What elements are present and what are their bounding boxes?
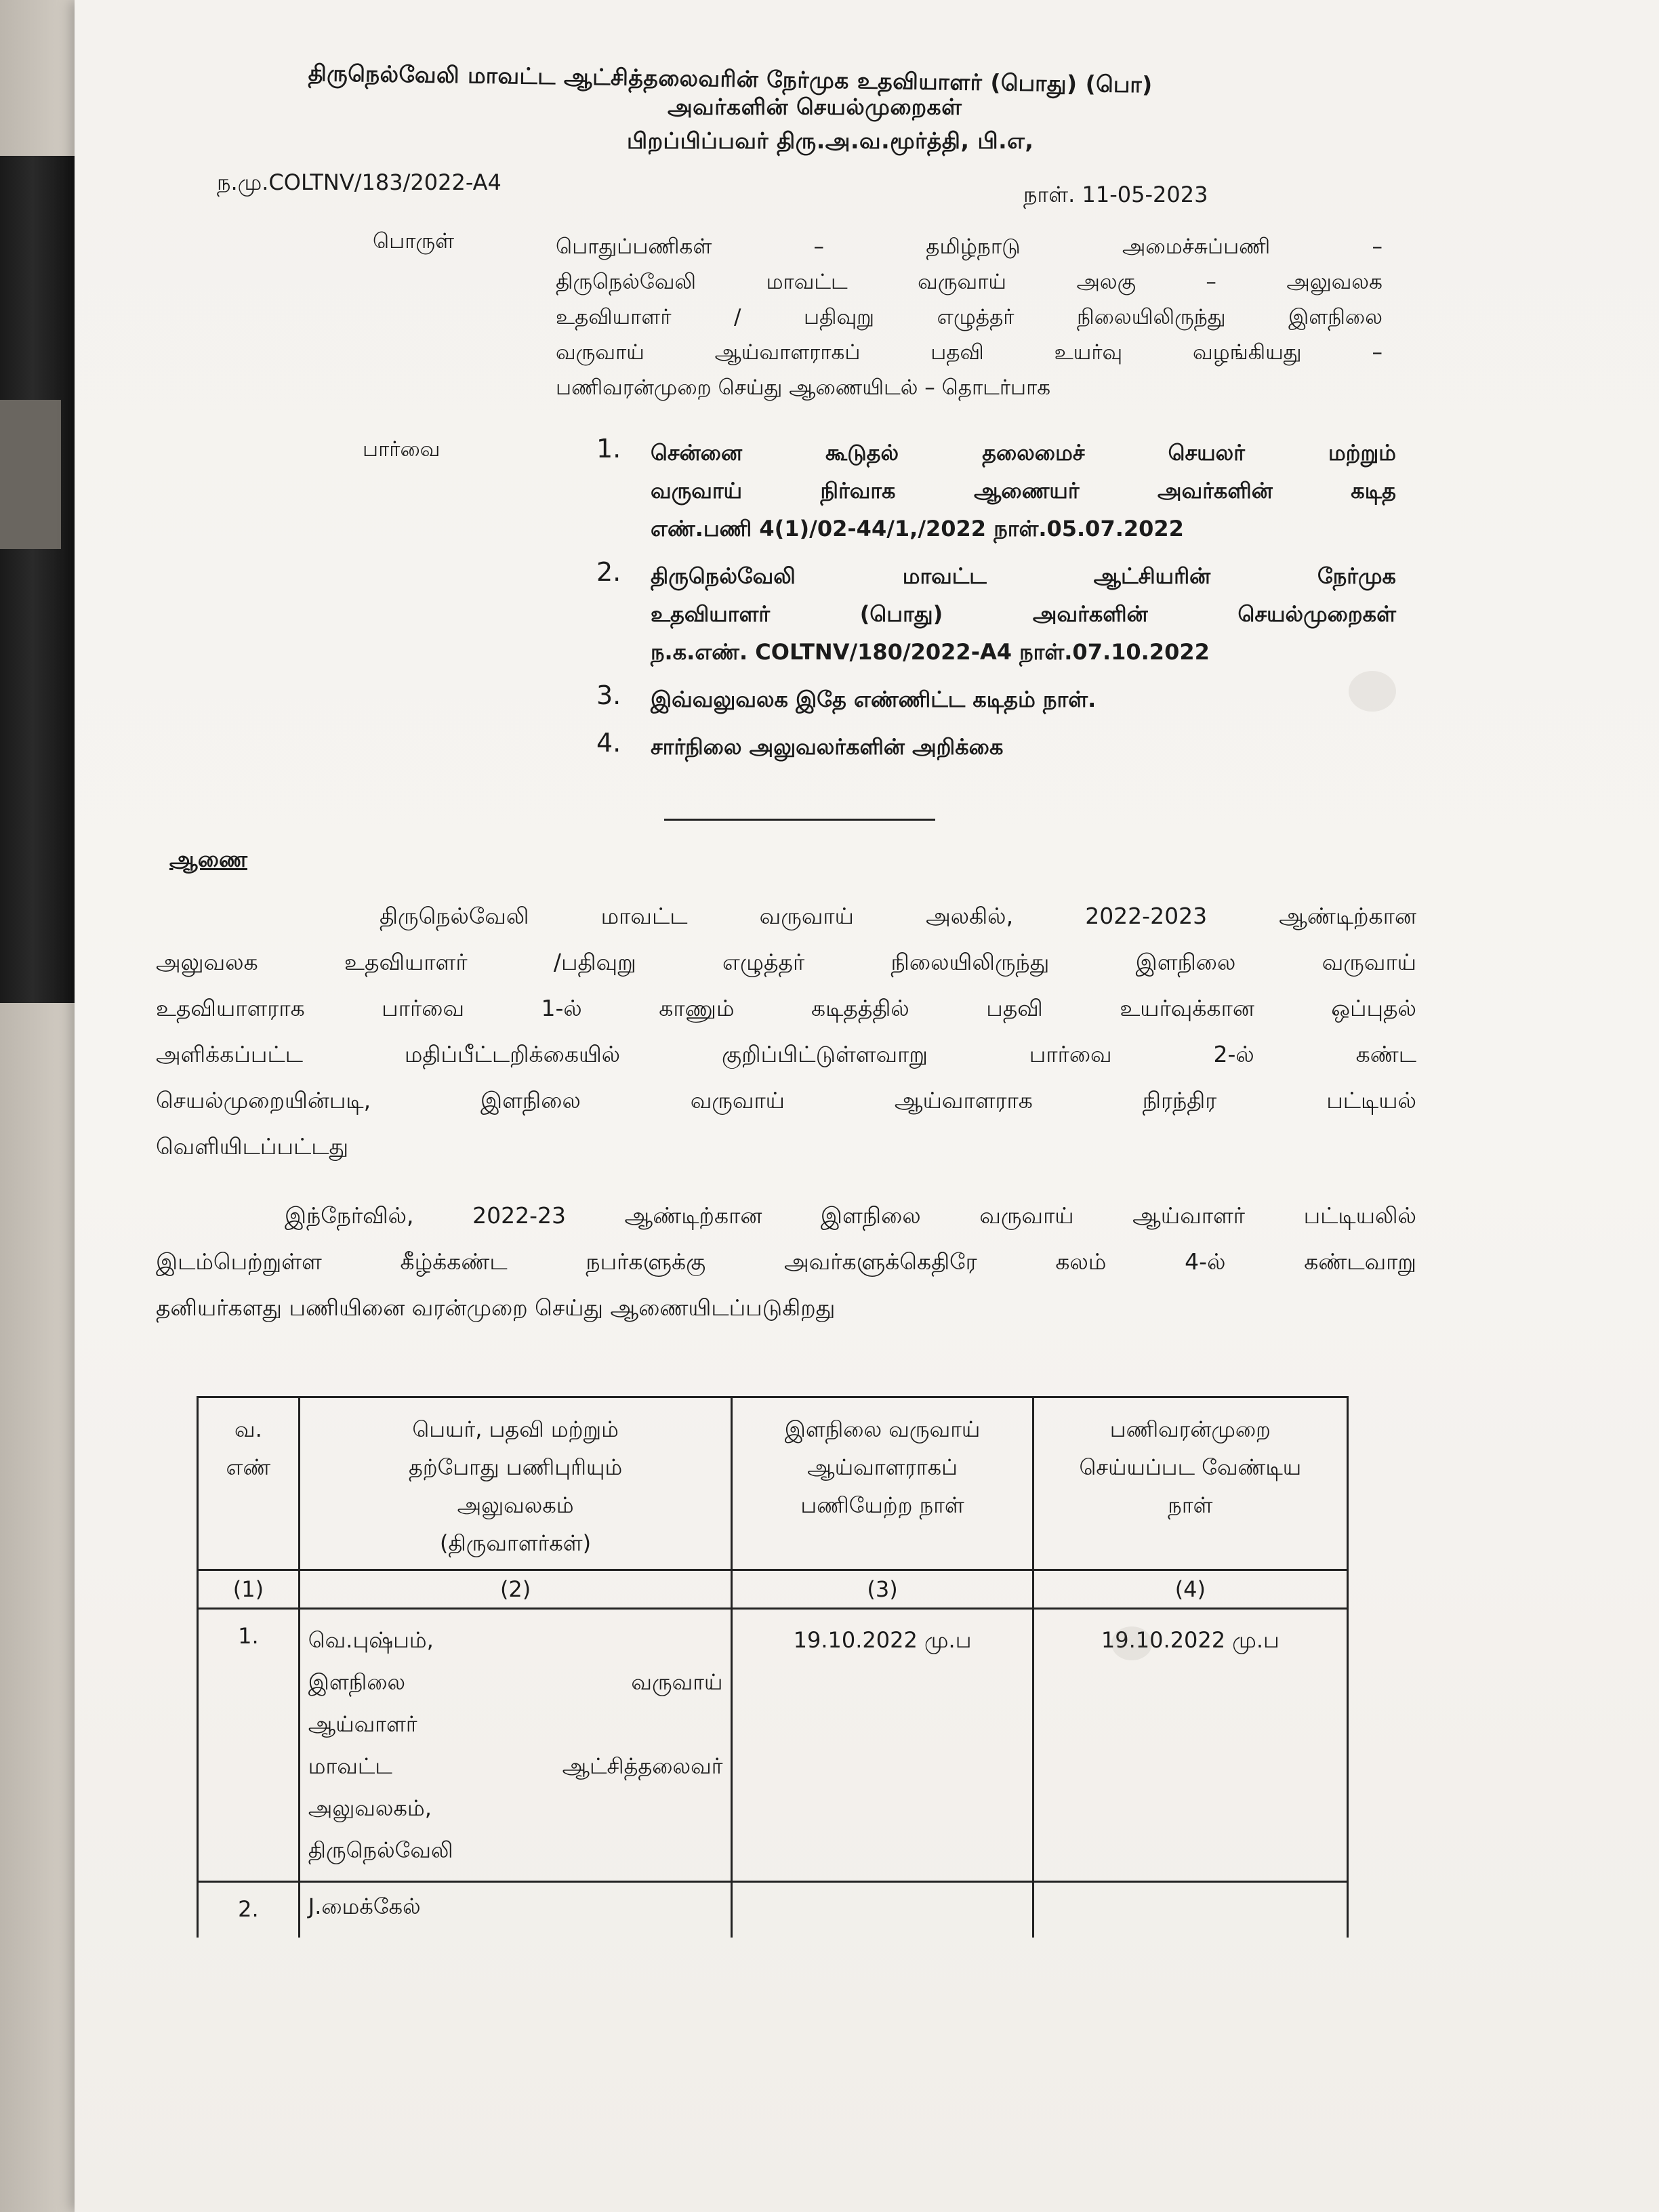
table-row xyxy=(198,1882,1348,1938)
references-list xyxy=(596,434,1396,775)
reference-number: 4. xyxy=(596,728,621,758)
references-label: பார்வை xyxy=(363,437,441,462)
reference-line: சென்னை கூடுதல் தலைமைச் செயலர் மற்றும் xyxy=(651,440,1396,466)
paragraph-line: இடம்பெற்றுள்ள கீழ்க்கண்ட நபர்களுக்கு அவர்களுக்கெதிரே கலம் 4-ல் கண்டவாறு xyxy=(156,1248,1416,1275)
header-regularization-date: பணிவரன்முறை செய்யப்பட வேண்டிய நாள் xyxy=(1033,1397,1347,1570)
reference-line: திருநெல்வேலி மாவட்ட ஆட்சியரின் நேர்முக xyxy=(651,563,1396,589)
reference-item xyxy=(596,434,1396,548)
paragraph-line: உதவியாளராக பார்வை 1-ல் காணும் கடிதத்தில் பதவி உயர்வுக்கான ஒப்புதல் xyxy=(156,995,1416,1021)
row-joining-date xyxy=(732,1882,1033,1938)
reference-line: இவ்வலுவலக இதே எண்ணிட்ட கடிதம் நாள். xyxy=(651,687,1097,712)
header-office-title: திருநெல்வேலி மாவட்ட ஆட்சித்தலைவரின் நேர்முக உதவியாளர் (பொது) (பொ) xyxy=(308,60,1153,98)
header-issued-by: பிறப்பிப்பவர் திரு.அ.வ.மூர்த்தி, பி.எ, xyxy=(627,127,1034,154)
subject-line: பணிவரன்முறை செய்து ஆணையிடல் – தொடர்பாக xyxy=(556,375,1051,400)
cabinet-panel xyxy=(0,400,61,549)
column-number: (4) xyxy=(1033,1570,1347,1609)
reference-item xyxy=(596,557,1396,671)
table-header-row xyxy=(198,1397,1348,1570)
subject-label: பொருள் xyxy=(373,229,455,253)
header-name-designation: பெயர், பதவி மற்றும் தற்போது பணிபுரியும் அலுவலகம் (திருவாளர்கள்) xyxy=(299,1397,732,1570)
row-regularization-date xyxy=(1033,1882,1347,1938)
column-number: (1) xyxy=(198,1570,300,1609)
reference-item xyxy=(596,680,1396,718)
subject-line: வருவாய் ஆய்வாளராகப் பதவி உயர்வு வழங்கியது – xyxy=(556,340,1382,365)
order-title: ஆணை xyxy=(169,846,247,872)
reference-number: 1. xyxy=(596,434,621,464)
header-joining-date: இளநிலை வருவாய் ஆய்வாளராகப் பணியேற்ற நாள் xyxy=(732,1397,1033,1570)
document-date: நாள். 11-05-2023 xyxy=(1023,182,1208,207)
reference-line: ந.க.எண். COLTNV/180/2022-A4 நாள்.07.10.2022 xyxy=(651,639,1210,665)
reference-line: சார்நிலை அலுவலர்களின் அறிக்கை xyxy=(651,734,1004,760)
reference-number: 2. xyxy=(596,557,621,587)
divider-line xyxy=(664,819,935,821)
column-number: (3) xyxy=(732,1570,1033,1609)
paper-smudge xyxy=(1349,671,1396,712)
row-serial-no: 2. xyxy=(198,1882,300,1938)
order-paragraph-2 xyxy=(156,1193,1416,1331)
row-regularization-date: 19.10.2022 மு.ப xyxy=(1033,1609,1347,1882)
paragraph-line: இந்நேர்வில், 2022-23 ஆண்டிற்கான இளநிலை வருவாய் ஆய்வாளர் பட்டியலில் xyxy=(285,1202,1416,1229)
subject-line: பொதுப்பணிகள் – தமிழ்நாடு அமைச்சுப்பணி – xyxy=(556,234,1382,259)
reference-line: வருவாய் நிர்வாக ஆணையர் அவர்களின் கடித xyxy=(651,478,1396,504)
regularization-table xyxy=(197,1396,1349,1938)
row-name-details: வெ.புஷ்பம், இளநிலை வருவாய் ஆய்வாளர் மாவட்ட ஆட்சித்தலைவர் அலுவலகம், திருநெல்வேலி xyxy=(299,1609,732,1882)
reference-number: 3. xyxy=(596,680,621,710)
reference-item xyxy=(596,728,1396,766)
reference-number: ந.மு.COLTNV/183/2022-A4 xyxy=(217,169,501,195)
paragraph-line: தனியர்களது பணியினை வரன்முறை செய்து ஆணையிடப்படுகிறது xyxy=(156,1294,836,1321)
column-number: (2) xyxy=(299,1570,732,1609)
subject-line: உதவியாளர் / பதிவுறு எழுத்தர் நிலையிலிருந்து இளநிலை xyxy=(556,305,1382,329)
paragraph-line: திருநெல்வேலி மாவட்ட வருவாய் அலகில், 2022-2023 ஆண்டிற்கான xyxy=(380,903,1416,929)
row-serial-no: 1. xyxy=(198,1609,300,1882)
paragraph-line: செயல்முறையின்படி, இளநிலை வருவாய் ஆய்வாளராக நிரந்திர பட்டியல் xyxy=(156,1087,1416,1113)
header-proceedings: அவர்களின் செயல்முறைகள் xyxy=(668,94,962,120)
row-name-details: J.மைக்கேல் xyxy=(299,1882,732,1938)
reference-line: எண்.பணி 4(1)/02-44/1,/2022 நாள்.05.07.2022 xyxy=(651,516,1184,541)
header-serial-no: வ. எண் xyxy=(198,1397,300,1570)
paragraph-line: அலுவலக உதவியாளர் /பதிவுறு எழுத்தர் நிலையிலிருந்து இளநிலை வருவாய் xyxy=(156,949,1416,975)
reference-line: உதவியாளர் (பொது) அவர்களின் செயல்முறைகள் xyxy=(651,601,1396,627)
paragraph-line: அளிக்கப்பட்ட மதிப்பீட்டறிக்கையில் குறிப்பிட்டுள்ளவாறு பார்வை 2-ல் கண்ட xyxy=(156,1041,1416,1067)
table-column-number-row xyxy=(198,1570,1348,1609)
table-row xyxy=(198,1609,1348,1882)
subject-line: திருநெல்வேலி மாவட்ட வருவாய் அலகு – அலுவலக xyxy=(556,270,1382,294)
subject-text xyxy=(556,229,1382,405)
order-paragraph-1 xyxy=(156,893,1416,1170)
row-joining-date: 19.10.2022 மு.ப xyxy=(732,1609,1033,1882)
paper-smudge xyxy=(1111,1626,1152,1660)
background-cabinet xyxy=(0,156,81,1003)
paragraph-line: வெளியிடப்பட்டது xyxy=(156,1133,349,1160)
